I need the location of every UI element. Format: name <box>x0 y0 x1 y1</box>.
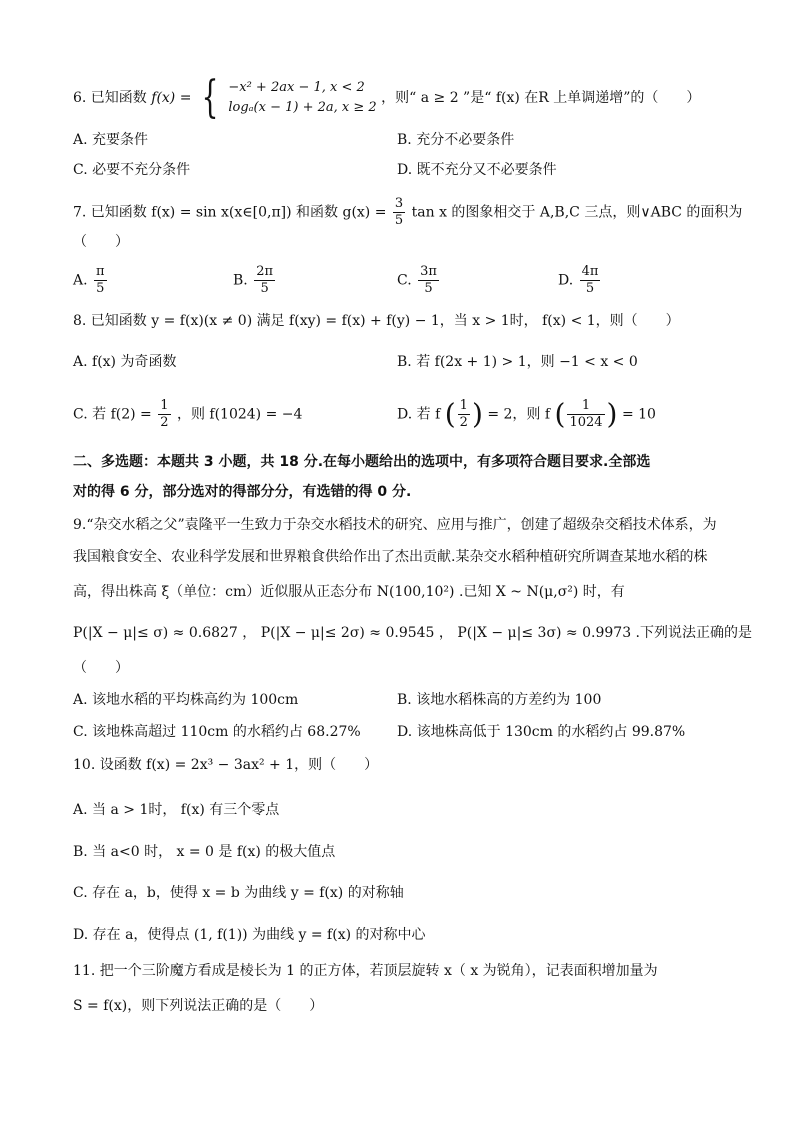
q9-line2: 我国粮食安全、农业科学发展和世界粮食供给作出了杰出贡献.某杂交水稻种植研究所调查某地水稻的株 <box>73 549 708 565</box>
q10-option-d: D. 存在 a，使得点 (1, f(1)) 为曲线 y = f(x) 的对称中心 <box>73 927 426 943</box>
q8-d-den2: 1024 <box>569 415 603 430</box>
q8-d-num1: 1 <box>459 398 468 413</box>
q10-option-b: B. 当 a<0 时， x = 0 是 f(x) 的极大值点 <box>73 844 336 860</box>
q7-c-den: 5 <box>418 280 439 297</box>
q7-a-num: π <box>96 264 105 279</box>
q6-stem <box>73 72 701 123</box>
q6-fx: f(x) = <box>151 90 192 106</box>
q7-option-d <box>558 264 602 297</box>
q7-a-label: A. <box>73 272 88 289</box>
q7-option-a <box>73 264 109 297</box>
q7-b-den: 5 <box>254 280 275 297</box>
q8-d-num2: 1 <box>581 398 591 413</box>
q7-stem <box>73 196 742 229</box>
brace-icon: { <box>201 72 219 123</box>
q7-coef-den: 5 <box>394 213 404 228</box>
q10-stem: 10. 设函数 f(x) = 2x³ − 3ax² + 1，则（ ） <box>73 757 379 773</box>
q9-option-b: B. 该地水稻株高的方差约为 100 <box>397 692 602 708</box>
q6-piece-1: −x² + 2ax − 1, x < 2 <box>228 80 365 95</box>
q7-c-num: 3π <box>420 264 437 279</box>
q8-c-den: 2 <box>160 415 169 430</box>
q9-paren: （ ） <box>73 660 129 676</box>
q8-stem: 8. 已知函数 y = f(x)(x ≠ 0) 满足 f(xy) = f(x) + f(y) − 1，当 x > 1时， f(x) < 1，则（ ） <box>73 313 680 329</box>
q6-option-d: D. 既不充分又不必要条件 <box>397 162 557 178</box>
q8-option-b: B. 若 f(2x + 1) > 1，则 −1 < x < 0 <box>397 354 638 370</box>
q7-coef-fraction <box>393 196 405 229</box>
q9-line3: 高，得出株高 ξ（单位：cm）近似服从正态分布 N(100,10²) .已知 X ~ N(μ,σ²) 时，有 <box>73 584 625 600</box>
q7-coef-num: 3 <box>394 196 404 211</box>
q8-d-den1: 2 <box>459 415 468 430</box>
q9-option-a: A. 该地水稻的平均株高约为 100cm <box>73 692 299 708</box>
q9-line4: P(|X − μ|≤ σ) ≈ 0.6827 ， P(|X − μ|≤ 2σ) ≈ 0.9545 ， P(|X − μ|≤ 3σ) ≈ 0.9973 .下列说法正确的是 <box>73 625 752 641</box>
q9-line1: 9.“杂交水稻之父”袁隆平一生致力于杂交水稻技术的研究、应用与推广，创建了超级杂交稻技术体系，为 <box>73 517 717 533</box>
q6-option-a: A. 充要条件 <box>73 132 149 148</box>
q7-stem-a: 7. 已知函数 f(x) = sin x(x∈[0,π]) 和函数 g(x) = <box>73 204 387 221</box>
q6-option-c: C. 必要不充分条件 <box>73 162 191 178</box>
q10-option-c: C. 存在 a，b，使得 x = b 为曲线 y = f(x) 的对称轴 <box>73 885 404 901</box>
q6-piece-2: logₐ(x − 1) + 2a, x ≥ 2 <box>228 100 377 115</box>
q7-c-label: C. <box>397 272 412 289</box>
q7-option-c <box>397 264 441 297</box>
q8-d-b: = 2，则 f <box>487 406 551 423</box>
q8-option-c <box>73 398 302 431</box>
q9-option-d: D. 该地株高低于 130cm 的水稻约占 99.87% <box>397 724 686 740</box>
q8-c-b: ，则 f(1024) = −4 <box>176 406 303 423</box>
q8-d-c: = 10 <box>621 406 656 423</box>
q7-d-num: 4π <box>581 264 599 279</box>
q6-option-b: B. 充分不必要条件 <box>397 132 515 148</box>
q7-paren: （ ） <box>73 234 129 250</box>
q9-option-c: C. 该地株高超过 110cm 的水稻约占 68.27% <box>73 724 361 740</box>
q8-c-num: 1 <box>160 398 169 413</box>
section2-line2: 对的得 6 分，部分选对的得部分分，有选错的得 0 分. <box>73 484 412 500</box>
q10-option-a: A. 当 a > 1时， f(x) 有三个零点 <box>73 802 280 818</box>
q7-d-label: D. <box>558 272 574 289</box>
q6-pieces <box>228 78 376 118</box>
q7-d-den: 5 <box>580 280 601 297</box>
q8-d-a: D. 若 f <box>397 406 441 423</box>
q7-a-den: 5 <box>94 280 107 297</box>
q8-c-a: C. 若 f(2) = <box>73 406 152 423</box>
q7-option-b <box>233 264 277 297</box>
q8-option-d: D. 若 f ( $\frac{1}{2}$ ) = 2，则 f ( $\frac{1}{1024}$ ) = 10 <box>397 397 656 431</box>
q6-stem-prefix: 6. 已知函数 <box>73 90 147 106</box>
q11-line1: 11. 把一个三阶魔方看成是棱长为 1 的正方体，若顶层旋转 x（ x 为锐角），记表面积增加量为 <box>73 963 658 979</box>
q8-option-a: A. f(x) 为奇函数 <box>73 354 177 370</box>
q7-stem-b: tan x 的图象相交于 A,B,C 三点，则∨ABC 的面积为 <box>411 204 743 221</box>
q6-stem-suffix: ，则“ a ≥ 2 ”是“ f(x) 在R 上单调递增”的（ ） <box>381 90 701 106</box>
q7-b-label: B. <box>233 272 248 289</box>
q11-line2: S = f(x)，则下列说法正确的是（ ） <box>73 998 324 1014</box>
section2-line1: 二、多选题：本题共 3 小题，共 18 分.在每小题给出的选项中，有多项符合题目要求.全部选 <box>73 454 651 470</box>
q7-b-num: 2π <box>256 264 274 279</box>
